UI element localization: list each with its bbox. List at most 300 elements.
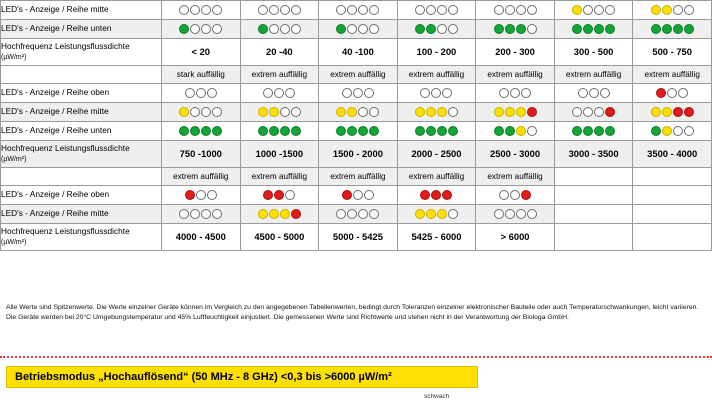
led-indicator (684, 126, 694, 136)
led-indicator (583, 126, 593, 136)
density-value: 2000 - 2500 (397, 141, 476, 168)
led-indicator (505, 107, 515, 117)
led-group (650, 107, 694, 117)
led-indicator (527, 107, 537, 117)
led-indicator (420, 190, 430, 200)
led-indicator (510, 190, 520, 200)
led-group (420, 190, 453, 200)
led-cell (240, 205, 319, 224)
led-indicator (291, 126, 301, 136)
led-indicator (605, 126, 615, 136)
density-value: 4000 - 4500 (162, 224, 241, 251)
led-group (420, 88, 453, 98)
led-group (257, 107, 301, 117)
led-indicator (185, 88, 195, 98)
led-cell (319, 84, 398, 103)
led-indicator (291, 107, 301, 117)
density-value: 100 - 200 (397, 39, 476, 66)
led-cell (319, 20, 398, 39)
led-indicator (505, 24, 515, 34)
led-indicator (516, 24, 526, 34)
led-indicator (342, 88, 352, 98)
led-indicator (358, 107, 368, 117)
led-cell (319, 186, 398, 205)
led-indicator (499, 88, 509, 98)
led-group (572, 107, 616, 117)
led-indicator (369, 5, 379, 15)
led-indicator (291, 24, 301, 34)
led-cell (397, 103, 476, 122)
led-indicator (336, 209, 346, 219)
led-indicator (516, 5, 526, 15)
density-value: 20 -40 (240, 39, 319, 66)
led-indicator (662, 107, 672, 117)
led-indicator (426, 107, 436, 117)
spacer-cell (1, 168, 162, 186)
led-indicator (431, 190, 441, 200)
led-indicator (605, 107, 615, 117)
led-cell (476, 205, 555, 224)
led-group (263, 88, 296, 98)
led-cell (397, 20, 476, 39)
led-group (493, 5, 537, 15)
led-indicator (448, 126, 458, 136)
row-label-led-bottom: LED's - Anzeige / Reihe unten (1, 20, 162, 39)
led-indicator (572, 126, 582, 136)
led-indicator (369, 126, 379, 136)
led-group (336, 5, 380, 15)
led-indicator (527, 126, 537, 136)
led-indicator (342, 190, 352, 200)
table-row (1, 122, 712, 141)
led-indicator (684, 24, 694, 34)
led-group (257, 24, 301, 34)
led-indicator (505, 209, 515, 219)
led-cell (476, 84, 555, 103)
led-indicator (651, 24, 661, 34)
led-indicator (651, 5, 661, 15)
led-indicator (678, 88, 688, 98)
led-indicator (179, 126, 189, 136)
led-cell (240, 84, 319, 103)
spacer-cell (554, 168, 633, 186)
led-group (184, 190, 217, 200)
density-value: 1000 -1500 (240, 141, 319, 168)
led-indicator (594, 5, 604, 15)
led-cell (633, 103, 712, 122)
led-indicator (583, 24, 593, 34)
density-label-line2: (µW/m²) (1, 238, 27, 246)
led-indicator (656, 88, 666, 98)
led-group (493, 126, 537, 136)
led-group (414, 209, 458, 219)
led-group (493, 107, 537, 117)
led-cell (476, 1, 555, 20)
density-value: 500 - 750 (633, 39, 712, 66)
led-indicator (673, 24, 683, 34)
led-indicator (505, 5, 515, 15)
led-indicator (510, 88, 520, 98)
led-indicator (667, 88, 677, 98)
severity-header: extrem auffällig (397, 66, 476, 84)
led-indicator (190, 107, 200, 117)
led-indicator (448, 107, 458, 117)
spacer-cell (633, 168, 712, 186)
led-cell (554, 20, 633, 39)
led-indicator (448, 5, 458, 15)
led-cell (554, 1, 633, 20)
led-cell (162, 122, 241, 141)
led-indicator (347, 24, 357, 34)
led-indicator (212, 24, 222, 34)
density-value: 1500 - 2000 (319, 141, 398, 168)
led-indicator (280, 209, 290, 219)
row-label-led-top: LED's - Anzeige / Reihe oben (1, 84, 162, 103)
led-group (336, 107, 380, 117)
led-indicator (185, 190, 195, 200)
led-cell (162, 1, 241, 20)
spacer-cell (633, 224, 712, 251)
led-indicator (516, 107, 526, 117)
led-indicator (605, 5, 615, 15)
density-value: 200 - 300 (476, 39, 555, 66)
led-group (493, 209, 537, 219)
led-indicator (662, 126, 672, 136)
led-indicator (494, 24, 504, 34)
led-indicator (651, 107, 661, 117)
led-indicator (280, 5, 290, 15)
led-group (572, 5, 616, 15)
led-indicator (263, 88, 273, 98)
led-indicator (207, 88, 217, 98)
row-label-led-mid: LED's - Anzeige / Reihe mitte (1, 205, 162, 224)
led-indicator (336, 24, 346, 34)
led-indicator (196, 88, 206, 98)
led-group (336, 209, 380, 219)
led-cell (162, 103, 241, 122)
led-indicator (494, 126, 504, 136)
led-cell (162, 205, 241, 224)
led-indicator (358, 5, 368, 15)
severity-header: extrem auffällig (162, 168, 241, 186)
led-indicator (258, 126, 268, 136)
led-indicator (437, 126, 447, 136)
led-indicator (516, 126, 526, 136)
led-indicator (280, 24, 290, 34)
led-indicator (269, 107, 279, 117)
led-indicator (364, 88, 374, 98)
led-indicator (572, 107, 582, 117)
led-cell (240, 103, 319, 122)
led-indicator (201, 209, 211, 219)
led-group (179, 24, 223, 34)
severity-header: extrem auffällig (240, 66, 319, 84)
led-group (414, 126, 458, 136)
led-group (179, 107, 223, 117)
severity-header: extrem auffällig (554, 66, 633, 84)
led-indicator (437, 5, 447, 15)
density-value: 4500 - 5000 (240, 224, 319, 251)
led-indicator (369, 24, 379, 34)
led-indicator (673, 5, 683, 15)
row-label-led-mid: LED's - Anzeige / Reihe mitte (1, 1, 162, 20)
led-cell (319, 1, 398, 20)
led-indicator (415, 209, 425, 219)
severity-header: extrem auffällig (476, 66, 555, 84)
led-indicator (258, 5, 268, 15)
led-indicator (415, 107, 425, 117)
led-cell (240, 122, 319, 141)
led-indicator (426, 24, 436, 34)
led-indicator (494, 209, 504, 219)
table-body (1, 1, 712, 251)
led-indicator (448, 24, 458, 34)
led-indicator (651, 126, 661, 136)
led-group (184, 88, 217, 98)
led-group (499, 88, 532, 98)
led-indicator (442, 190, 452, 200)
led-cell (633, 84, 712, 103)
led-indicator (527, 5, 537, 15)
led-cell (633, 20, 712, 39)
table-row (1, 224, 712, 251)
led-indicator (431, 88, 441, 98)
led-indicator (201, 5, 211, 15)
table-row (1, 168, 712, 186)
led-group (341, 88, 374, 98)
density-value: < 20 (162, 39, 241, 66)
density-value: 300 - 500 (554, 39, 633, 66)
led-cell (319, 103, 398, 122)
led-indicator (662, 24, 672, 34)
led-indicator (594, 107, 604, 117)
led-cell (240, 20, 319, 39)
led-indicator (347, 126, 357, 136)
led-group (179, 5, 223, 15)
led-indicator (589, 88, 599, 98)
severity-header: extrem auffällig (240, 168, 319, 186)
led-indicator (201, 126, 211, 136)
led-cell (633, 1, 712, 20)
led-indicator (285, 88, 295, 98)
table-row (1, 103, 712, 122)
led-cell (397, 122, 476, 141)
operating-mode-label: Betriebsmodus „Hochauflösend“ (50 MHz - 8 GHz) <0,3 bis >6000 µW/m² (15, 371, 392, 383)
led-cell (397, 205, 476, 224)
led-cell (476, 122, 555, 141)
led-indicator (269, 24, 279, 34)
operating-mode-banner (6, 366, 478, 388)
led-indicator (415, 126, 425, 136)
density-value: 5000 - 5425 (319, 224, 398, 251)
led-indicator (258, 107, 268, 117)
led-indicator (437, 24, 447, 34)
led-indicator (527, 24, 537, 34)
led-indicator (263, 190, 273, 200)
led-indicator (269, 126, 279, 136)
dotted-divider (0, 356, 712, 358)
led-indicator (269, 209, 279, 219)
led-indicator (347, 5, 357, 15)
led-group (263, 190, 296, 200)
led-indicator (179, 209, 189, 219)
led-indicator (353, 190, 363, 200)
led-indicator (280, 126, 290, 136)
led-indicator (336, 126, 346, 136)
led-indicator (572, 5, 582, 15)
density-value: 40 -100 (319, 39, 398, 66)
led-cell (554, 103, 633, 122)
led-indicator (212, 126, 222, 136)
density-value: 5425 - 6000 (397, 224, 476, 251)
table-row (1, 84, 712, 103)
led-indicator (212, 5, 222, 15)
footnote-text: Alle Werte sind Spitzenwerte. Die Werte einzelner Geräte können im Vergleich zu den angegebenen Tabellenwerten, bedingt durch Toleranzen einzelner elektronischer Bauteile oder auch Temperaturschwankungen, leicht variieren. Die Geräte werden bei 20°C Umgebungstemperatur und 45% Luftfeuchtigkeit einjustiert. Die gemessenen Werte sind Richtwerte und stehen nicht in der Verantwortung der Biologa GmbH. (6, 304, 699, 321)
led-indicator (572, 24, 582, 34)
led-indicator (521, 88, 531, 98)
led-indicator (201, 24, 211, 34)
led-indicator (583, 5, 593, 15)
spacer-cell (554, 224, 633, 251)
row-label-led-bottom: LED's - Anzeige / Reihe unten (1, 122, 162, 141)
severity-header: stark auffällig (162, 66, 241, 84)
severity-header: extrem auffällig (476, 168, 555, 186)
led-group (650, 126, 694, 136)
led-indicator (201, 107, 211, 117)
led-indicator (347, 209, 357, 219)
led-indicator (212, 107, 222, 117)
led-cell (240, 1, 319, 20)
led-group (650, 5, 694, 15)
led-group (414, 107, 458, 117)
density-value: 2500 - 3000 (476, 141, 555, 168)
led-group (257, 5, 301, 15)
led-indicator (673, 107, 683, 117)
led-indicator (448, 209, 458, 219)
led-group (336, 24, 380, 34)
density-value: 3500 - 4000 (633, 141, 712, 168)
led-cell (554, 84, 633, 103)
led-indicator (594, 126, 604, 136)
led-indicator (527, 209, 537, 219)
severity-header: extrem auffällig (319, 66, 398, 84)
led-indicator (190, 209, 200, 219)
density-label-line1: Hochfrequenz Leistungsflussdichte (1, 142, 130, 153)
severity-header: extrem auffällig (397, 168, 476, 186)
led-indicator (291, 209, 301, 219)
table-row (1, 141, 712, 168)
density-value: > 6000 (476, 224, 555, 251)
row-label-led-mid: LED's - Anzeige / Reihe mitte (1, 103, 162, 122)
density-label-line1: Hochfrequenz Leistungsflussdichte (1, 225, 130, 236)
density-label-line2: (µW/m²) (1, 53, 27, 61)
led-indicator (358, 209, 368, 219)
led-indicator (364, 190, 374, 200)
led-cell (162, 186, 241, 205)
led-group (179, 126, 223, 136)
led-indicator (358, 126, 368, 136)
led-cell (633, 122, 712, 141)
led-cell (554, 122, 633, 141)
led-cell (319, 122, 398, 141)
spacer-cell (633, 186, 712, 205)
led-indicator (274, 190, 284, 200)
severity-header: extrem auffällig (319, 168, 398, 186)
led-cell (476, 103, 555, 122)
led-indicator (684, 5, 694, 15)
led-indicator (258, 24, 268, 34)
led-indicator (212, 209, 222, 219)
led-indicator (179, 5, 189, 15)
led-indicator (594, 24, 604, 34)
led-group (257, 209, 301, 219)
led-indicator (516, 209, 526, 219)
led-indicator (426, 209, 436, 219)
spacer-cell (554, 205, 633, 224)
led-cell (397, 186, 476, 205)
led-cell (319, 205, 398, 224)
led-indicator (190, 126, 200, 136)
row-label-density (1, 224, 162, 251)
density-value: 3000 - 3500 (554, 141, 633, 168)
led-indicator (426, 126, 436, 136)
led-group (650, 24, 694, 34)
led-indicator (583, 107, 593, 117)
led-indicator (280, 107, 290, 117)
led-indicator (358, 24, 368, 34)
led-indicator (291, 5, 301, 15)
led-indicator (673, 126, 683, 136)
led-indicator (684, 107, 694, 117)
led-indicator (190, 24, 200, 34)
led-indicator (521, 190, 531, 200)
weak-scale-label: schwach (424, 393, 450, 400)
led-indicator (415, 5, 425, 15)
led-indicator (494, 5, 504, 15)
led-indicator (505, 126, 515, 136)
led-group (499, 190, 532, 200)
led-cell (240, 186, 319, 205)
led-group (257, 126, 301, 136)
led-indicator (207, 190, 217, 200)
spacer-cell (633, 205, 712, 224)
led-indicator (437, 107, 447, 117)
led-cell (476, 20, 555, 39)
led-group (572, 24, 616, 34)
row-label-density (1, 39, 162, 66)
led-group (414, 24, 458, 34)
density-label-line2: (µW/m²) (1, 155, 27, 163)
led-indicator (179, 107, 189, 117)
led-cell (397, 84, 476, 103)
spacer-cell (554, 186, 633, 205)
row-label-led-top: LED's - Anzeige / Reihe oben (1, 186, 162, 205)
led-cell (162, 84, 241, 103)
led-group (577, 88, 610, 98)
led-indicator (578, 88, 588, 98)
led-indicator (269, 5, 279, 15)
led-indicator (442, 88, 452, 98)
led-indicator (336, 5, 346, 15)
led-indicator (196, 190, 206, 200)
led-indicator (426, 5, 436, 15)
table-row (1, 39, 712, 66)
led-indicator (415, 24, 425, 34)
severity-header: extrem auffällig (633, 66, 712, 84)
led-group (341, 190, 374, 200)
led-indicator (420, 88, 430, 98)
led-indicator (285, 190, 295, 200)
